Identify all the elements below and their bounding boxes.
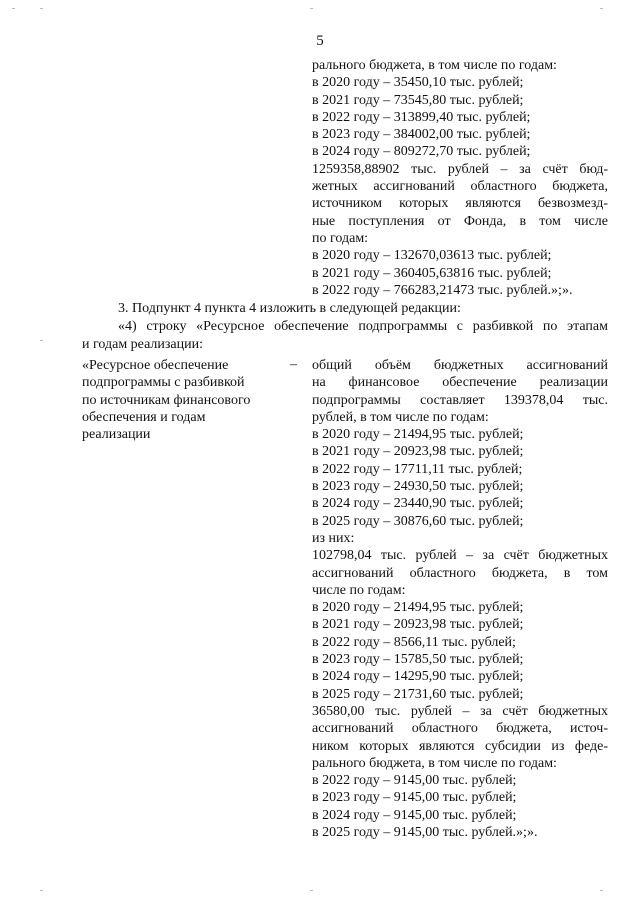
scan-mark	[310, 8, 313, 9]
scan-mark	[310, 890, 313, 891]
text-line: в 2022 году – 17711,11 тыс. рублей;	[312, 461, 523, 477]
item-4-paragraph-line2: и годам реализации:	[82, 337, 203, 352]
text-line: в 2023 году – 15785,50 тыс. рублей;	[312, 652, 524, 668]
text-line: в 2021 году – 360405,63816 тыс. рублей;	[312, 265, 552, 281]
text-line: в 2024 году – 809272,70 тыс. рублей;	[312, 144, 531, 160]
text-line: ные поступления от Фонда, в том числе	[312, 213, 608, 229]
text-line: в 2021 году – 73545,80 тыс. рублей;	[312, 92, 524, 108]
text-line: в 2024 году – 9145,00 тыс. рублей;	[312, 807, 517, 823]
text-line: в 2023 году – 384002,00 тыс. рублей;	[312, 127, 531, 143]
text-line: рального бюджета, в том числе по годам:	[312, 58, 557, 73]
separator-dash: –	[290, 357, 297, 372]
text-line: общий объём бюджетных ассигнований	[312, 358, 608, 373]
page-number: 5	[316, 33, 324, 49]
text-line: из них:	[312, 530, 355, 546]
scan-mark	[600, 890, 603, 891]
text-line: в 2020 году – 21494,95 тыс. рублей;	[312, 427, 524, 443]
resource-details	[312, 357, 608, 841]
text-line: по годам:	[312, 230, 369, 246]
text-line: в 2020 году – 132670,03613 тыс. рублей;	[312, 248, 552, 264]
text-line: в 2025 году – 21731,60 тыс. рублей;	[312, 686, 524, 702]
text-line: в 2020 году – 35450,10 тыс. рублей;	[312, 75, 524, 91]
text-line: в 2020 году – 21494,95 тыс. рублей;	[312, 600, 524, 616]
text-line: жетных ассигнований областного бюджета,	[312, 179, 608, 195]
text-line: числе по годам:	[312, 582, 406, 598]
text-line: ассигнований областного бюджета, источ-	[312, 721, 608, 737]
text-line: в 2022 году – 766283,21473 тыс. рублей.»;».	[312, 282, 573, 298]
scan-mark	[600, 8, 603, 9]
item-3-paragraph: 3. Подпункт 4 пункта 4 изложить в следующей редакции:	[118, 301, 461, 316]
text-line: в 2024 году – 14295,90 тыс. рублей;	[312, 669, 524, 685]
text-line: в 2025 году – 30876,60 тыс. рублей;	[312, 513, 524, 529]
text-line: в 2021 году – 20923,98 тыс. рублей;	[312, 617, 524, 633]
scan-mark	[12, 8, 15, 9]
text-line: ассигнований областного бюджета, в том	[312, 565, 608, 581]
text-line: в 2021 году – 20923,98 тыс. рублей;	[312, 444, 524, 460]
scan-mark	[40, 8, 43, 9]
label-line: обеспечения и годам	[82, 409, 206, 425]
scan-mark	[40, 340, 43, 341]
top-continuation-block	[312, 57, 608, 299]
text-line: 36580,00 тыс. рублей – за счёт бюджетных	[312, 703, 608, 719]
text-line: рублей, в том числе по годам:	[312, 409, 489, 425]
text-line: ником которых являются субсидии из феде-	[312, 738, 608, 754]
text-line: в 2023 году – 24930,50 тыс. рублей;	[312, 479, 524, 495]
text-line: 102798,04 тыс. рублей – за счёт бюджетных	[312, 548, 608, 564]
text-line: рального бюджета, в том числе по годам:	[312, 755, 557, 771]
label-line: «Ресурсное обеспечение	[82, 358, 229, 373]
label-line: реализации	[82, 427, 151, 443]
text-line: в 2022 году – 313899,40 тыс. рублей;	[312, 109, 531, 125]
label-line: подпрограммы с разбивкой	[82, 375, 245, 391]
text-line: источником которых являются безвозмезд-	[312, 196, 608, 212]
text-line: подпрограммы составляет 139378,04 тыс.	[312, 392, 608, 408]
text-line: в 2024 году – 23440,90 тыс. рублей;	[312, 496, 524, 512]
text-line: в 2022 году – 9145,00 тыс. рублей;	[312, 773, 517, 789]
text-line: в 2022 году – 8566,11 тыс. рублей;	[312, 634, 516, 650]
text-line: в 2025 году – 9145,00 тыс. рублей.»;».	[312, 825, 538, 841]
text-line: в 2023 году – 9145,00 тыс. рублей;	[312, 790, 517, 806]
item-4-paragraph-line1: «4) строку «Ресурсное обеспечение подпрограммы с разбивкой по этапам	[118, 319, 608, 334]
text-line: на финансовое обеспечение реализации	[312, 375, 608, 391]
label-line: по источникам финансового	[82, 392, 251, 408]
scan-mark	[40, 890, 43, 891]
resource-label	[82, 357, 282, 443]
text-line: 1259358,88902 тыс. рублей – за счёт бюд-	[312, 161, 608, 177]
